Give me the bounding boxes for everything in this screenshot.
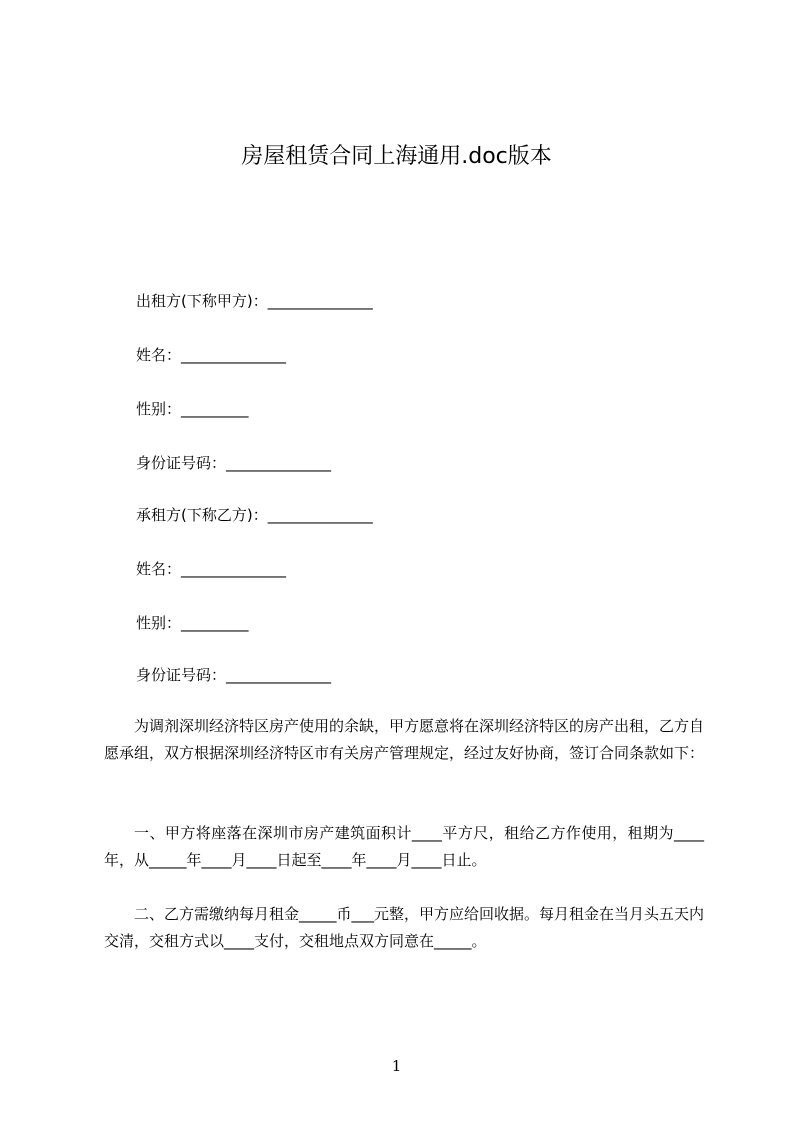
lessor-id-field: 身份证号码：______________ <box>136 454 332 472</box>
lessee-id-field: 身份证号码：______________ <box>136 666 332 684</box>
page-number: 1 <box>391 1057 402 1075</box>
intro-paragraph: 为调剂深圳经济特区房产使用的余缺，甲方愿意将在深圳经济特区的房产出租，乙方自愿承组，双方根据深圳经济特区市有关房产管理规定，经过友好协商，签订合同条款如下： <box>104 717 705 762</box>
lessor-field: 出租方(下称甲方)：______________ <box>136 292 373 310</box>
document-title: 房屋租赁合同上海通用.doc版本 <box>241 144 552 169</box>
lessee-field: 承租方(下称乙方)：______________ <box>136 506 373 524</box>
clause-2-paragraph: 二、乙方需缴纳每月租金_____币___元整，甲方应给回收据。每月租金在当月头五天内交清，交租方式以____支付，交租地点双方同意在_____。 <box>104 905 705 950</box>
lessee-gender-field: 性别：_________ <box>136 614 249 632</box>
lessor-name-field: 姓名：______________ <box>136 346 287 364</box>
lessee-name-field: 姓名：______________ <box>136 560 287 578</box>
lessor-gender-field: 性别：_________ <box>136 400 249 418</box>
clause-1-paragraph: 一、甲方将座落在深圳市房产建筑面积计____平方尺，租给乙方作使用，租期为____年，从_____年____月____日起至____年____月____日止。 <box>104 824 704 869</box>
